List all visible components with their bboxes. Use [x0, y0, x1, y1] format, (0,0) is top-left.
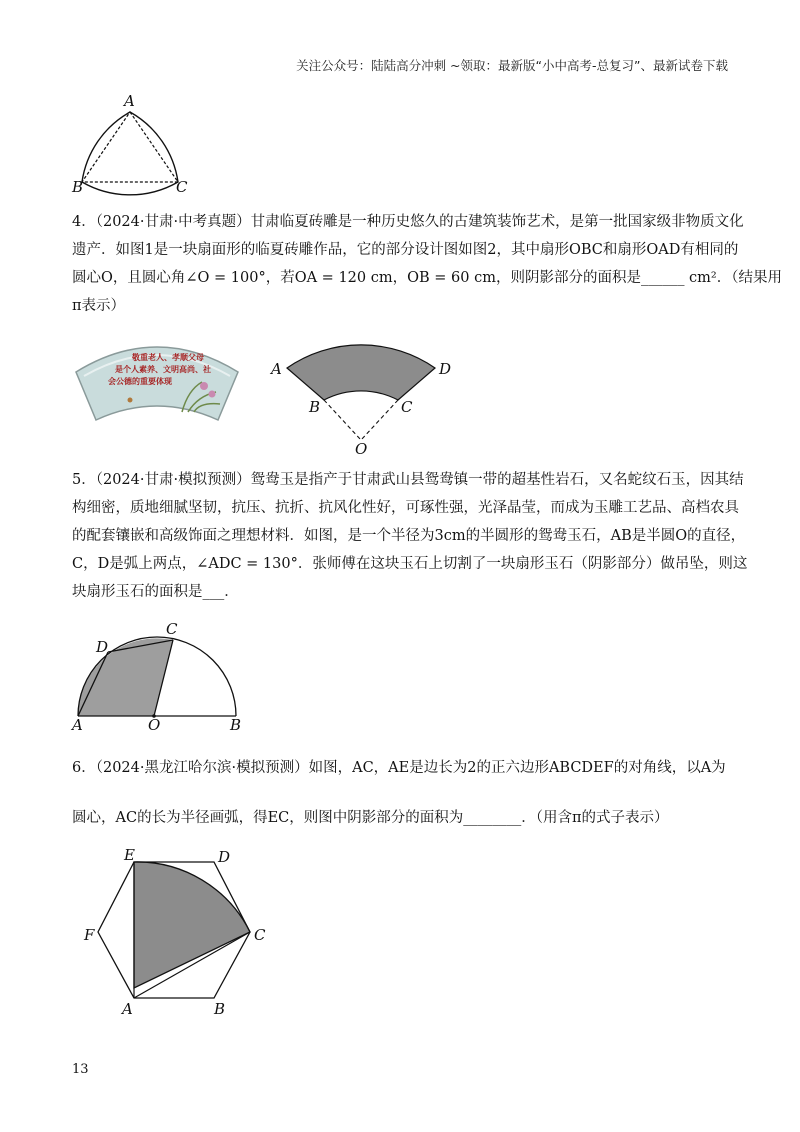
- label-d: D: [96, 638, 109, 656]
- q4-line: 圆心O，且圆心角∠O = 100°，若OA = 120 cm，OB = 60 cm，则阴影部分的面积是______ cm²．（结果用: [72, 270, 782, 286]
- label-d: D: [218, 848, 231, 866]
- label-a: A: [72, 716, 83, 730]
- q4-line: π表示）: [72, 298, 126, 314]
- page-number: 13: [72, 1062, 89, 1077]
- shaded-sector: [134, 862, 250, 988]
- q5-line: 5．（2024·甘肃·模拟预测）鸳鸯玉是指产于甘肃武山县鸳鸯镇一带的超基性岩石，又名蛇纹石玉，因其结: [72, 472, 744, 488]
- q4-line: 遗产．如图1是一块扇面形的临夏砖雕作品，它的部分设计图如图2，其中扇形OBC和扇形OAD有相同的: [72, 242, 739, 258]
- label-o: O: [355, 440, 368, 455]
- q5-line: C，D是弧上两点，∠ADC = 130°．张师傅在这块玉石上切割了一块扇形玉石（阴影部分）做吊坠，则这: [72, 556, 748, 572]
- sector-diagram-figure: [265, 330, 460, 455]
- q6-line: 圆心，AC的长为半径画弧，得EC，则图中阴影部分的面积为________．（用含π的式子表示）: [72, 810, 669, 826]
- label-b: B: [230, 716, 242, 730]
- brick-carving-fan-figure: [70, 330, 245, 430]
- shaded-sector-segment: [78, 638, 173, 716]
- q5-line: 构细密，质地细腻坚韧，抗压、抗折、抗风化性好，可琢性强，光泽晶莹，而成为玉雕工艺品、高档农具: [72, 500, 739, 516]
- dashed-radius-right: [361, 400, 398, 440]
- reuleaux-triangle-figure: [70, 92, 200, 197]
- inner-triangle: [82, 112, 178, 182]
- label-c: C: [401, 398, 413, 416]
- q4-line: 4．（2024·甘肃·中考真题）甘肃临夏砖雕是一种历史悠久的古建筑装饰艺术，是第一批国家级非物质文化: [72, 214, 744, 230]
- question-6: [72, 754, 732, 832]
- q5-line: 的配套镶嵌和高级饰面之理想材料．如图，是一个半径为3cm的半圆形的鸳鸯玉石，AB是半圆O的直径，: [72, 528, 746, 544]
- hexagon-figure: [78, 848, 278, 1018]
- q5-line: 块扇形玉石的面积是___．: [72, 584, 239, 600]
- fan-text-line: 敬重老人、孝顺父母: [132, 353, 204, 362]
- label-b: B: [214, 1000, 226, 1018]
- label-a: A: [122, 1000, 133, 1018]
- label-c: C: [176, 178, 188, 196]
- fan-text-line: 会公德的重要体现: [108, 377, 172, 386]
- fan-text-line: 是个人素养、文明高尚、社: [115, 365, 211, 374]
- label-e: E: [124, 848, 135, 864]
- label-d: D: [439, 360, 452, 378]
- q6-line: 6．（2024·黑龙江哈尔滨·模拟预测）如图，AC，AE是边长为2的正六边形ABCDEF的对角线，以A为: [72, 760, 726, 776]
- dashed-radius-left: [324, 400, 361, 440]
- label-a: A: [124, 92, 135, 110]
- shaded-annular-sector: [287, 345, 435, 400]
- label-o: O: [148, 716, 161, 730]
- semicircle-jade-figure: [70, 620, 255, 730]
- label-b: B: [72, 178, 84, 196]
- label-b: B: [309, 398, 321, 416]
- question-4: [72, 208, 782, 320]
- label-c: C: [254, 926, 266, 944]
- page-header: 关注公众号：陆陆高分冲刺 ~领取：最新版“小中高考-总复习”、最新试卷下载: [296, 58, 728, 73]
- label-a: A: [271, 360, 282, 378]
- label-f: F: [84, 926, 95, 944]
- label-c: C: [166, 620, 178, 638]
- question-5: [72, 466, 748, 606]
